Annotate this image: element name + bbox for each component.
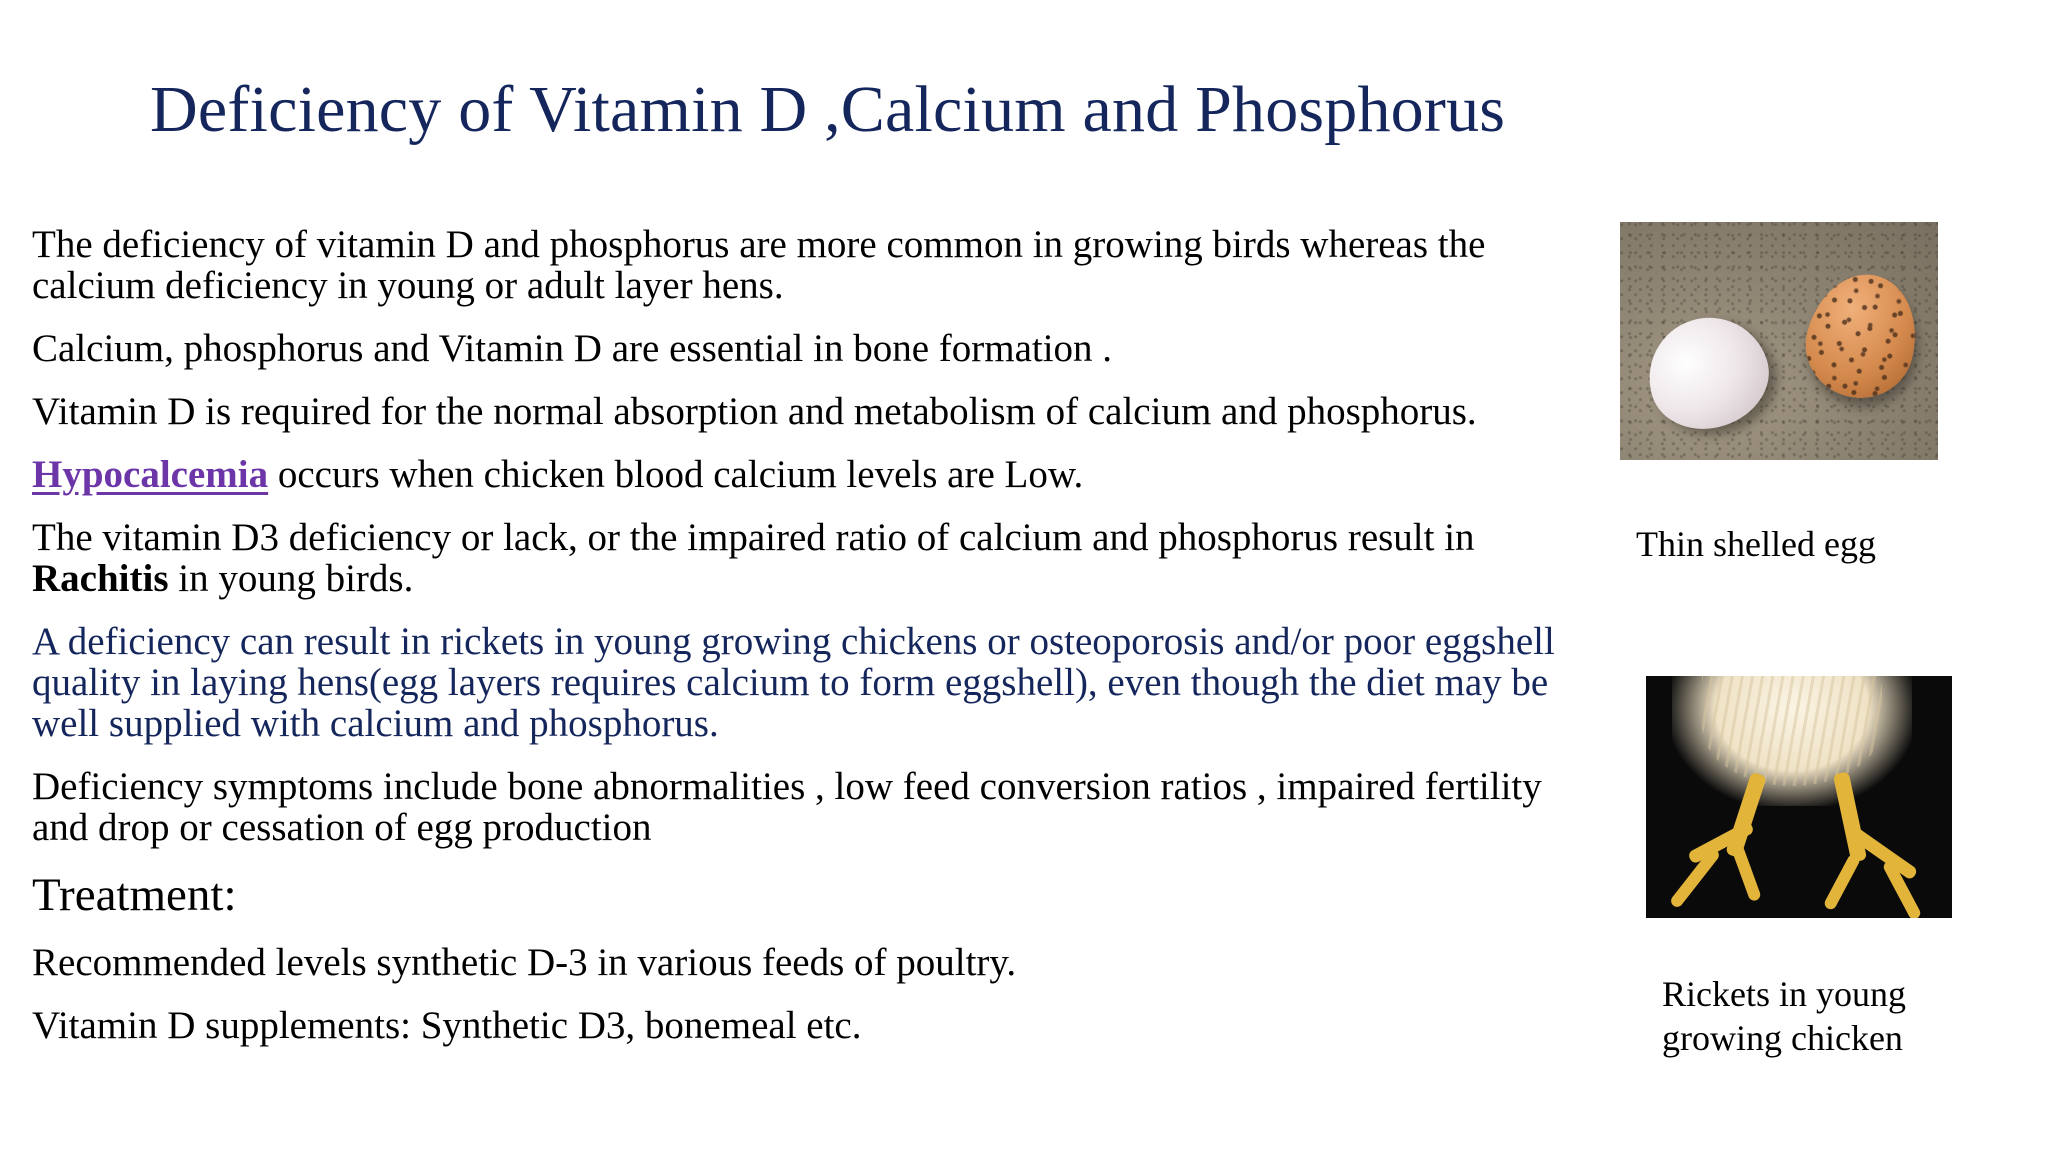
rachitis-text-end: in young birds.	[168, 557, 414, 600]
chicken-toe-right-2	[1823, 853, 1862, 912]
white-egg	[1634, 302, 1782, 444]
brown-egg	[1795, 263, 1930, 409]
paragraph-rachitis	[32, 517, 1592, 599]
paragraph-bone-formation: Calcium, phosphorus and Vitamin D are essential in bone formation .	[32, 327, 1113, 370]
hypocalcemia-text: occurs when chicken blood calcium levels are Low.	[268, 453, 1084, 496]
rachitis-text-start: The vitamin D3 deficiency or lack, or the impaired ratio of calcium and phosphorus result in	[32, 516, 1475, 559]
egg-caption: Thin shelled egg	[1636, 524, 1876, 564]
slide-body	[32, 224, 1592, 1068]
paragraph-rickets: A deficiency can result in rickets in young growing chickens or osteoporosis and/or poor eggshell quality in laying hens(egg layers requires calcium to form eggshell), even though the diet may be well supplied with calcium and phosphorus.	[32, 620, 1555, 745]
chicken-caption-line1: Rickets in young	[1662, 974, 1906, 1014]
thin-shelled-egg-photo	[1620, 222, 1938, 460]
treatment-item-supplements: Vitamin D supplements: Synthetic D3, bonemeal etc.	[32, 1004, 862, 1047]
paragraph-symptoms: Deficiency symptoms include bone abnormalities , low feed conversion ratios , impaired fertility and drop or cessation of egg production	[32, 765, 1542, 849]
paragraph-absorption: Vitamin D is required for the normal absorption and metabolism of calcium and phosphorus.	[32, 390, 1477, 433]
hypocalcemia-link[interactable]: Hypocalcemia	[32, 453, 269, 496]
treatment-item-levels: Recommended levels synthetic D-3 in various feeds of poultry.	[32, 941, 1017, 984]
chicken-caption	[1662, 972, 1906, 1060]
chicken-caption-line2: growing chicken	[1662, 1018, 1903, 1058]
chicken-toe-left-3	[1730, 842, 1762, 902]
rickets-chicken-photo	[1646, 676, 1952, 918]
paragraph-deficiency-common: The deficiency of vitamin D and phosphorus are more common in growing birds whereas the calcium deficiency in young or adult layer hens.	[32, 223, 1486, 307]
treatment-heading: Treatment:	[32, 869, 237, 921]
paragraph-hypocalcemia	[32, 454, 1592, 495]
slide-title: Deficiency of Vitamin D ,Calcium and Phosphorus	[150, 73, 1506, 146]
rachitis-term: Rachitis	[32, 557, 169, 600]
chicken-feathers	[1672, 676, 1912, 806]
